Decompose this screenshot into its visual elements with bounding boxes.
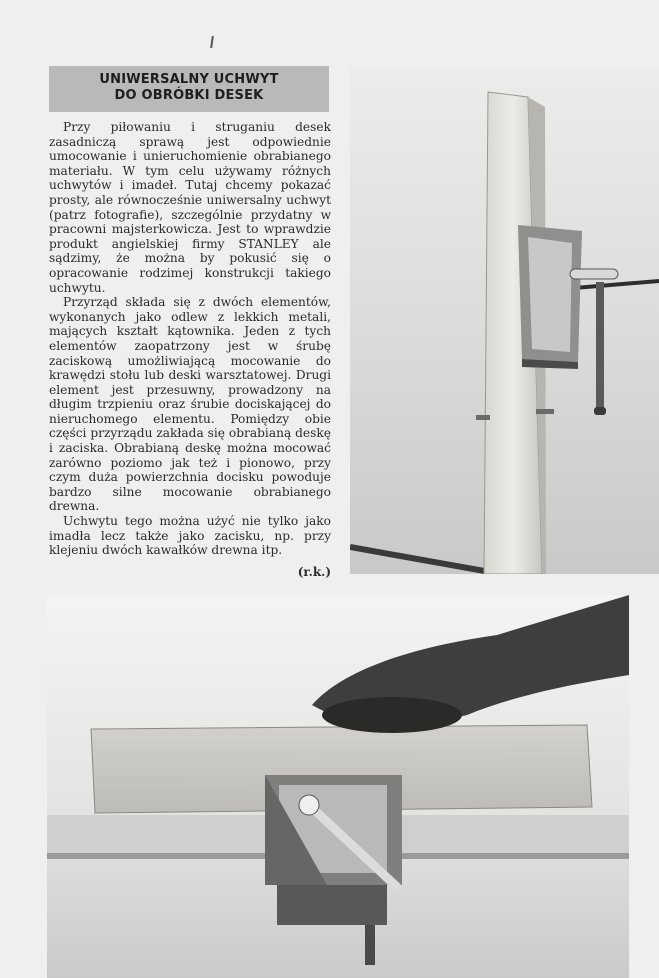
margin-mark <box>210 36 214 48</box>
author-signature: (r.k.) <box>297 565 331 579</box>
headline-line-2: DO OBRÓBKI DESEK <box>114 88 264 103</box>
photo-vertical-clamp <box>350 67 659 574</box>
article-paragraph: Uchwytu tego można użyć nie tylko jako imadła lecz także jako zacisku, np. przy klejeniu dwóch kawałków drewna itp. <box>49 514 331 558</box>
article-paragraph: Przyrząd składa się z dwóch elementów, wykonanych jako odlew z lekkich metali, mających kształt kątownika. Jeden z tych elementów zaopatrzony jest w śrubę zaciskową umożliwiającą mocowanie do krawędzi stołu lub deski warsztatowej. Drugi element jest przesuwny, prowadzony na długim trzpieniu oraz śrubie dociskającej do nieruchomego elementu. Pomiędzy obie części przyrządu zakłada się obrabianą deskę i zaciska. Obrabianą deskę można mocować zarówno poziomo jak też i pionowo, przy czym duża powierzchnia docisku powoduje bardzo silne mocowanie obrabianego drewna. <box>49 295 331 514</box>
article-body <box>49 120 331 558</box>
photo-horizontal-clamp <box>47 595 629 978</box>
headline-line-1: UNIWERSALNY UCHWYT <box>99 72 279 87</box>
article-paragraph: Przy piłowaniu i struganiu desek zasadniczą sprawą jest odpowiednie umocowanie i unieruchomienie obrabianego materiału. W tym celu używamy różnych uchwytów i imadeł. Tutaj chcemy pokazać prosty, ale równocześnie uniwersalny uchwyt (patrz fotografie), szczególnie przydatny w pracowni majsterkowicza. Jest to wprawdzie produkt angielskiej firmy STANLEY ale sądzimy, że można by pokusić się o opracowanie rodzimej konstrukcji takiego uchwytu. <box>49 120 331 295</box>
article-headline <box>49 66 329 112</box>
